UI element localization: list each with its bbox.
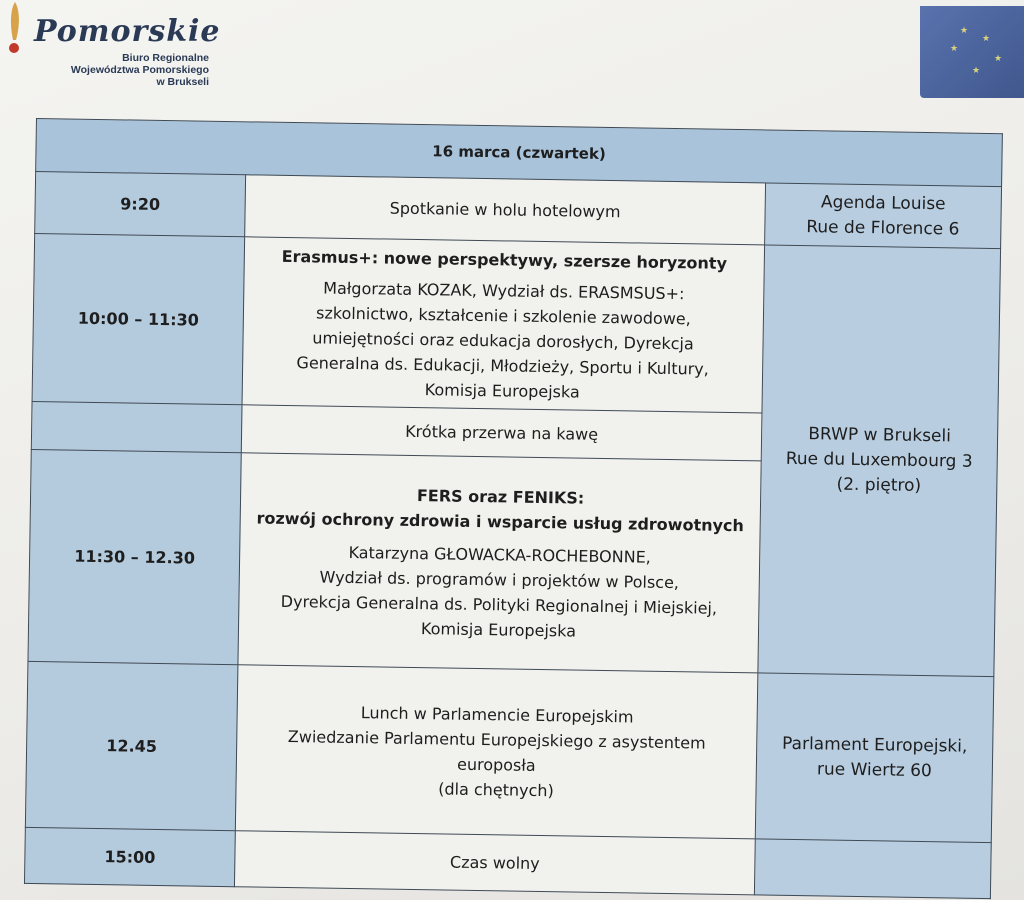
description-line: Lunch w Parlamencie Europejskim	[360, 702, 634, 726]
time-cell: 11:30 – 12.30	[28, 449, 241, 664]
logo-quill-icon	[4, 0, 26, 60]
schedule-table	[24, 118, 1003, 899]
description-line: umiejętności oraz edukacja dorosłych, Dyrekcja	[312, 327, 694, 353]
logo-wordmark: Pomorskie	[34, 14, 221, 49]
description-cell	[238, 453, 761, 673]
description-line: (dla chętnych)	[438, 778, 554, 800]
description-line: Dyrekcja Generalna ds. Polityki Regionalnej i Miejskiej,	[280, 591, 718, 618]
location-line: Rue de Florence 6	[806, 216, 960, 240]
description-cell	[241, 405, 762, 461]
description-line: Krótka przerwa na kawę	[405, 421, 599, 444]
eu-flag-image: ★ ★ ★ ★ ★	[920, 6, 1024, 98]
time-cell: 9:20	[35, 172, 246, 237]
location-line: BRWP w Brukseli	[808, 424, 952, 447]
time-cell: 12.45	[25, 661, 238, 830]
description-line: Katarzyna GŁOWACKA-ROCHEBONNE,	[348, 542, 652, 567]
location-cell	[754, 839, 991, 899]
time-cell: 15:00	[24, 827, 235, 886]
time-cell: 10:00 – 11:30	[32, 233, 245, 404]
table-row	[32, 233, 1001, 416]
description-line: Czas wolny	[449, 852, 540, 874]
location-line: Parlament Europejski,	[781, 733, 968, 757]
description-line: Zwiedzanie Parlamentu Europejskiego z asystentem	[287, 726, 706, 753]
location-line: Agenda Louise	[820, 191, 946, 214]
session-title: rozwój ochrony zdrowia i wsparcie usług zdrowotnych	[256, 508, 745, 535]
location-line: (2. piętro)	[836, 474, 922, 496]
location-cell	[758, 245, 1001, 677]
location-cell	[755, 673, 994, 843]
date-header: 16 marca (czwartek)	[36, 119, 1003, 187]
description-line: Małgorzata KOZAK, Wydział ds. ERASMSUS+:	[323, 278, 685, 303]
time-cell	[31, 401, 242, 452]
logo-subtitle-line: Biuro Regionalne	[122, 52, 209, 64]
description-line: Komisja Europejska	[424, 379, 580, 402]
description-line: europosła	[456, 754, 536, 775]
location-line: Rue du Luxembourg 3	[785, 448, 973, 472]
description-line: Generalna ds. Edukacji, Młodzieży, Sportu i Kultury,	[296, 352, 709, 379]
logo-subtitle	[34, 52, 209, 88]
session-title: FERS oraz FENIKS:	[416, 485, 585, 508]
description-cell	[245, 175, 766, 245]
logo-subtitle-line: w Brukseli	[156, 76, 209, 88]
description-cell	[242, 237, 765, 413]
description-cell	[235, 665, 758, 839]
description-line: Spotkanie w holu hotelowym	[389, 198, 621, 222]
description-line: Wydział ds. programów i projektów w Polsce,	[319, 567, 680, 592]
location-cell	[765, 183, 1002, 249]
description-cell	[234, 831, 755, 895]
logo-subtitle-line: Województwa Pomorskiego	[70, 64, 209, 76]
description-line: Komisja Europejska	[420, 618, 577, 641]
page-header	[0, 0, 1024, 115]
session-title: Erasmus+: nowe perspektywy, szersze horyzonty	[281, 246, 728, 273]
description-line: szkolnictwo, kształcenie i szkolenie zawodowe,	[315, 302, 691, 328]
location-line: rue Wiertz 60	[816, 758, 932, 781]
table-row	[25, 661, 993, 842]
